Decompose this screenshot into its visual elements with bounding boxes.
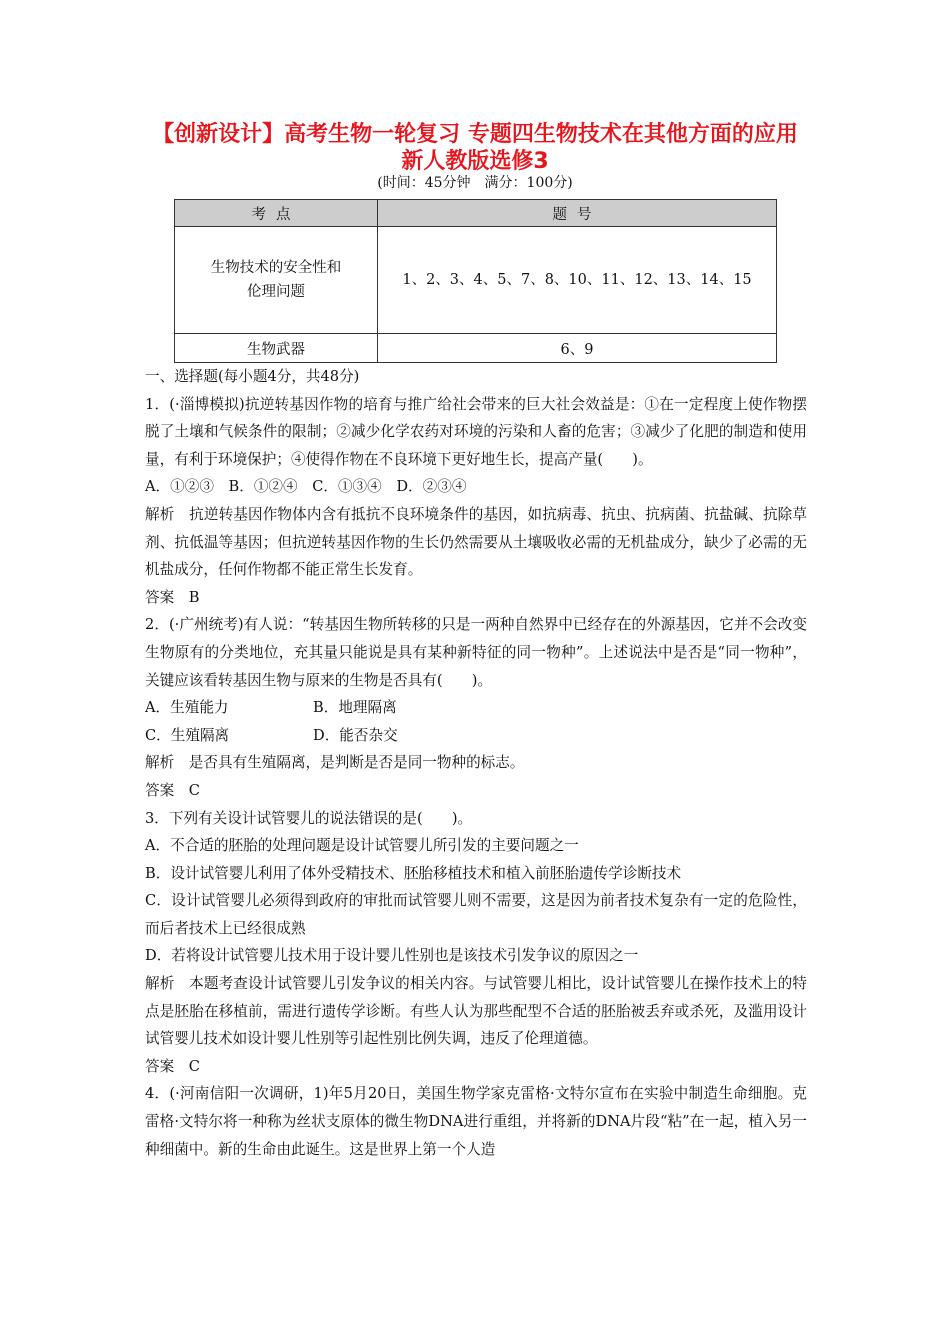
- q1-options: A．①②③ B．①②④ C．①③④ D．②③④: [145, 478, 467, 496]
- point-line1: 生物技术的安全性和: [210, 260, 342, 276]
- table-cell-point: [175, 227, 378, 334]
- table-cell-numbers: 1、2、3、4、5、7、8、10、11、12、13、14、15: [378, 227, 777, 334]
- q1-answer: 答案 B: [145, 588, 200, 606]
- q2-option-a: A．生殖能力: [145, 699, 229, 717]
- exam-points-table: [174, 199, 777, 363]
- question-content: [145, 363, 807, 1163]
- q2-stem: 2．(·广州统考)有人说：“转基因生物所转移的只是一两种自然界中已经存在的外源基因，它并不会改变生物原有的分类地位，充其量只能说是具有某种新特征的同一物种”。上述说法中是否是“同一物种”，关键应该看转基因生物与原来的生物是否具有( )。: [145, 616, 807, 689]
- q3-stem: 3．下列有关设计试管婴儿的说法错误的是( )。: [145, 809, 473, 827]
- table-row: [175, 227, 777, 334]
- header-number: 题号: [378, 200, 777, 227]
- header-point: 考点: [175, 200, 378, 227]
- exam-time-score: (时间：45分钟 满分：100分): [377, 175, 573, 191]
- q2-answer: 答案 C: [145, 781, 200, 799]
- q4-stem: 4．(·河南信阳一次调研，1)年5月20日，美国生物学家克雷格·文特尔宣布在实验中制造生命细胞。克雷格·文特尔将一种称为丝状支原体的微生物DNA进行重组，并将新的DNA片段“粘”在一起，植入另一种细菌中。新的生命由此诞生。这是世界上第一个人造: [145, 1085, 807, 1158]
- q2-analysis: 解析 是否具有生殖隔离，是判断是否是同一物种的标志。: [145, 754, 525, 772]
- q3-option-d: D．若将设计试管婴儿技术用于设计婴儿性别也是该技术引发争议的原因之一: [145, 947, 639, 965]
- q2-options-row2: [145, 722, 807, 750]
- q3-option-c: C．设计试管婴儿必须得到政府的审批而试管婴儿则不需要，这是因为前者技术复杂有一定的危险性，而后者技术上已经很成熟: [145, 892, 807, 937]
- q1-stem: 1．(·淄博模拟)抗逆转基因作物的培育与推广给社会带来的巨大社会效益是：①在一定程度上使作物摆脱了土壤和气候条件的限制；②减少化学农药对环境的污染和人畜的危害；③减少了化肥的制造和使用量，有利于环境保护；④使得作物在不良环境下更好地生长，提高产量( )。: [145, 395, 807, 468]
- q3-answer: 答案 C: [145, 1057, 200, 1075]
- table-header-row: [175, 200, 777, 227]
- point-line2: 伦理问题: [247, 284, 305, 300]
- q3-analysis: 解析 本题考查设计试管婴儿引发争议的相关内容。与试管婴儿相比，设计试管婴儿在操作技术上的特点是胚胎在移植前，需进行遗传学诊断。有些人认为那些配型不合适的胚胎被丢弃或杀死，及滥用设计试管婴儿技术如设计婴儿性别等引起性别比例失调，违反了伦理道德。: [145, 975, 807, 1048]
- q3-option-b: B．设计试管婴儿利用了体外受精技术、胚胎移植技术和植入前胚胎遗传学诊断技术: [145, 864, 682, 882]
- table-cell-point: 生物武器: [175, 334, 378, 363]
- document-title-line1: 【创新设计】高考生物一轮复习 专题四生物技术在其他方面的应用: [152, 122, 798, 147]
- table-row: [175, 334, 777, 363]
- table-cell-numbers: 6、9: [378, 334, 777, 363]
- q2-option-b: B．地理隔离: [313, 699, 397, 717]
- document-title-line2: 新人教版选修3: [401, 149, 549, 174]
- section-heading: 一、选择题(每小题4分，共48分): [145, 368, 360, 385]
- q2-option-c: C．生殖隔离: [145, 726, 230, 744]
- q3-option-a: A．不合适的胚胎的处理问题是设计试管婴儿所引发的主要问题之一: [145, 837, 579, 855]
- q2-options-row1: [145, 694, 807, 722]
- q1-analysis: 解析 抗逆转基因作物体内含有抵抗不良环境条件的基因，如抗病毒、抗虫、抗病菌、抗盐碱、抗除草剂、抗低温等基因；但抗逆转基因作物的生长仍然需要从土壤吸收必需的无机盐成分，缺少了必需的无机盐成分，任何作物都不能正常生长发育。: [145, 505, 807, 579]
- q2-option-d: D．能否杂交: [313, 726, 398, 744]
